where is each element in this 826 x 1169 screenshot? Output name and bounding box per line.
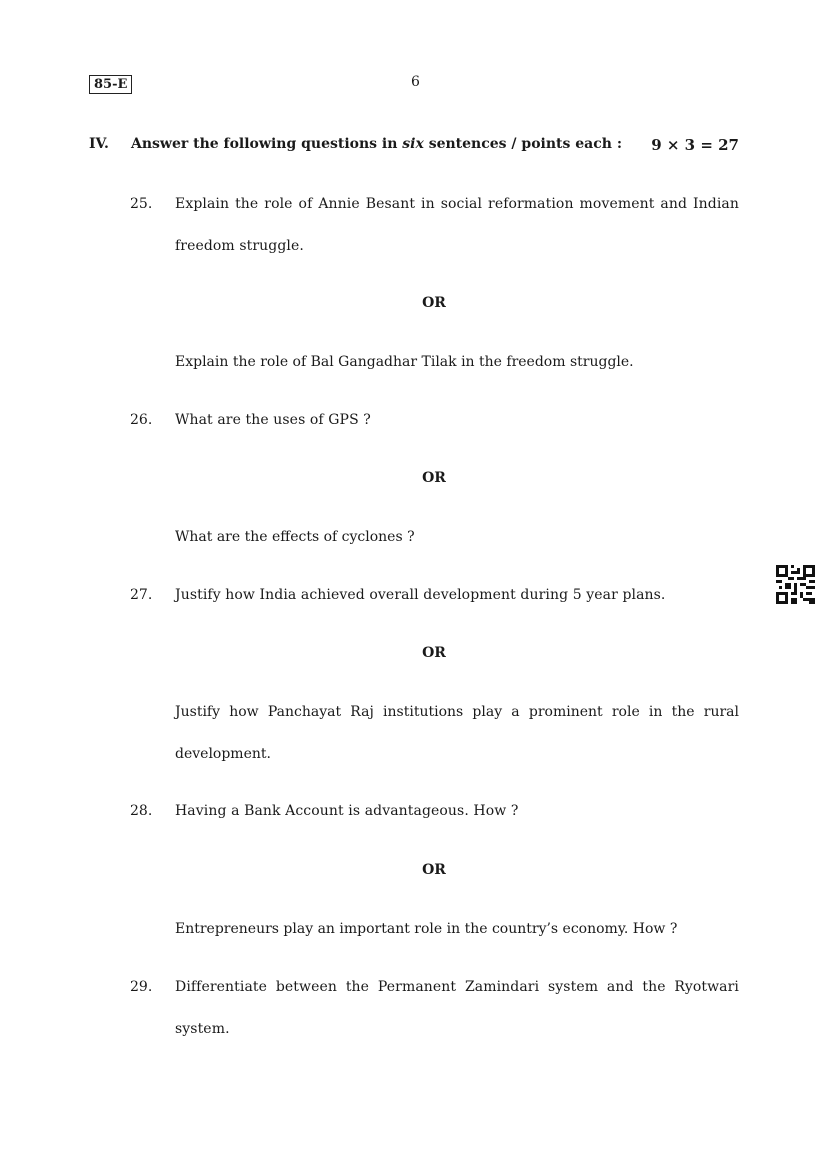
or-label: OR (422, 645, 446, 661)
question-text: Having a Bank Account is advantageous. How ? (175, 803, 519, 819)
question-number: 29. (130, 979, 153, 995)
question-number: 28. (130, 803, 153, 819)
question-text: What are the uses of GPS ? (175, 412, 371, 428)
question-number: 26. (130, 412, 153, 428)
instruction-emphasis: six (402, 136, 424, 152)
instruction-post: sentences / points each : (423, 136, 622, 152)
section-marks: 9 × 3 = 27 (651, 136, 739, 154)
section-instruction (131, 136, 622, 152)
or-label: OR (422, 470, 446, 486)
page-number: 6 (411, 74, 420, 90)
question-alternative: What are the effects of cyclones ? (175, 529, 415, 545)
or-label: OR (422, 862, 446, 878)
question-number: 25. (130, 196, 153, 212)
paper-code: 85-E (89, 75, 132, 94)
question-text: Differentiate between the Permanent Zamindari system and the Ryotwari system. (175, 979, 739, 1037)
question-number: 27. (130, 587, 153, 603)
or-label: OR (422, 295, 446, 311)
instruction-pre: Answer the following questions in (131, 136, 403, 152)
section-roman-numeral: IV. (89, 136, 109, 152)
question-text: Explain the role of Annie Besant in social reformation movement and Indian freedom struggle. (175, 196, 739, 254)
question-alternative: Justify how Panchayat Raj institutions play a prominent role in the rural development. (175, 704, 739, 762)
question-alternative: Explain the role of Bal Gangadhar Tilak in the freedom struggle. (175, 354, 634, 370)
qr-code-icon (776, 565, 815, 604)
question-alternative: Entrepreneurs play an important role in the country’s economy. How ? (175, 921, 678, 937)
question-text: Justify how India achieved overall development during 5 year plans. (175, 587, 666, 603)
